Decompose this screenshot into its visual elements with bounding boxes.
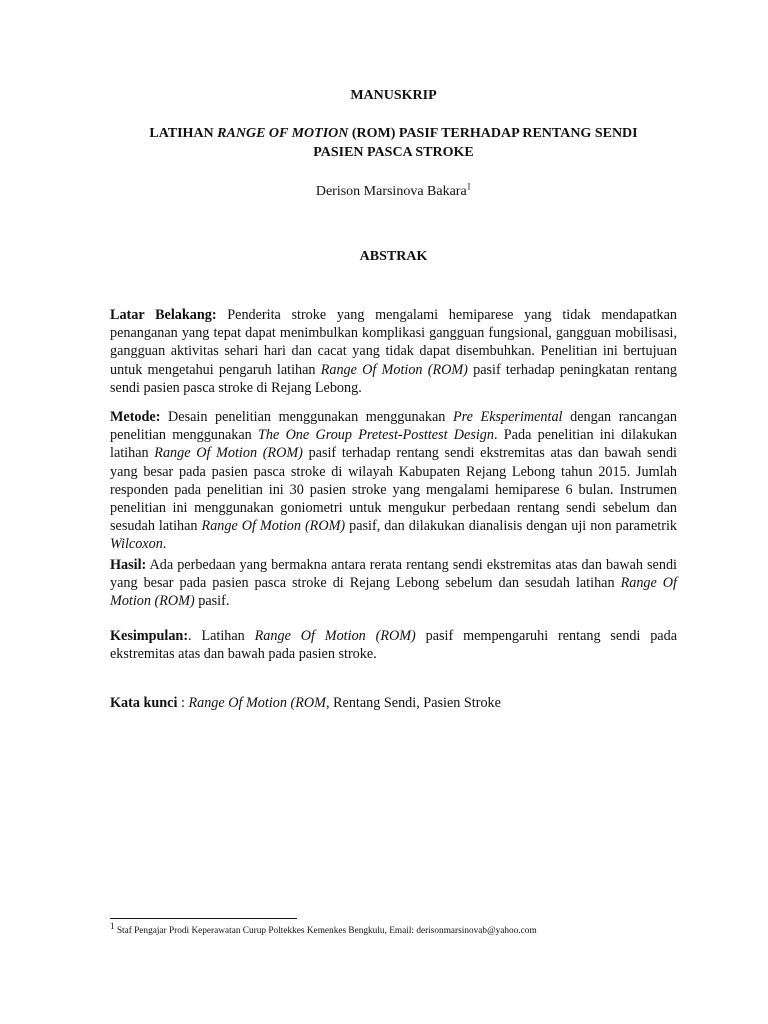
latar-italic-1: Range Of Motion (ROM) — [320, 361, 468, 378]
document-title — [110, 124, 677, 162]
latar-text-1: Penderita stroke yang mengalami hemiparese yang tidak mendapatkan penanganan yang tepat dapat menimbulkan komplikasi gangguan fungsional, gangguan mobilisasi, gangguan aktivitas sehari hari dan cacat yang tidak dapat disembuhkan. Penelitian ini bertujuan untuk mengetahui pengaruh latihan — [110, 307, 677, 378]
metode-italic-3: Range Of Motion (ROM) — [154, 445, 303, 462]
kesimpulan-text-2: pasif mempengaruhi rentang sendi pada ekstremitas atas dan bawah pada pasien stroke. — [110, 628, 677, 663]
footnote-divider — [110, 918, 297, 919]
metode-italic-4: Range Of Motion (ROM) — [201, 518, 346, 535]
hasil-paragraph — [110, 556, 677, 611]
keywords-text: Rentang Sendi, Pasien Stroke — [329, 695, 501, 711]
kesimpulan-label: Kesimpulan: — [110, 628, 189, 644]
title-rest: (ROM) PASIF TERHADAP RENTANG SENDI — [348, 126, 638, 141]
footnote-marker: 1 — [110, 920, 115, 931]
metode-label: Metode: — [110, 409, 161, 425]
metode-text-3: . Pada penelitian ini dilakukan latihan — [110, 427, 677, 462]
kesimpulan-italic-1: Range Of Motion (ROM) — [254, 628, 416, 644]
metode-italic-2: The One Group Pretest-Posttest Design — [258, 427, 494, 444]
latar-belakang-label: Latar Belakang: — [110, 307, 217, 323]
footnote — [110, 920, 710, 937]
metode-text-2: dengan rancangan penelitian menggunakan — [110, 409, 677, 444]
metode-text-5: pasif, dan dilakukan dianalisis dengan uji non parametrik — [345, 518, 677, 535]
hasil-italic-1: Range Of Motion (ROM) — [110, 575, 677, 610]
footnote-text: Staf Pengajar Prodi Keperawatan Curup Poltekkes Kemenkes Bengkulu, Email: derisonmarsinovab@yahoo.com — [114, 926, 537, 936]
kesimpulan-text-1: . Latihan — [188, 628, 255, 644]
title-prefix: LATIHAN — [149, 126, 218, 141]
hasil-text-1: Ada perbedaan yang bermakna antara rerata rentang sendi ekstremitas atas dan bawah sendi yang besar pada pasien pasca stroke di Rejang Lebong sebelum dan sesudah latihan — [110, 557, 677, 592]
metode-text-4: pasif terhadap rentang sendi ekstremitas atas dan bawah sendi yang besar pada pasien pasca stroke di wilayah Kabupaten Rejang Lebong tahun 2015. Jumlah responden pada penelitian ini 30 pasien stroke yang mengalami hemiparese 6 bulan. Instrumen penelitian ini menggunakan goniometri untuk mengukur perbedaan rentang sendi sebelum dan sesudah latihan — [110, 445, 677, 535]
metode-italic-5: Wilcoxon — [110, 536, 163, 553]
document-label: MANUSKRIP — [350, 88, 437, 103]
metode-paragraph — [110, 408, 677, 554]
author-footnote-marker: 1 — [466, 181, 472, 192]
abstract-heading: ABSTRAK — [359, 249, 428, 264]
metode-text-6: . — [162, 536, 167, 553]
keywords-separator: : — [177, 695, 189, 711]
latar-text-2: pasif terhadap peningkatan rentang sendi pasien pasca stroke di Rejang Lebong. — [110, 361, 677, 396]
keywords-italic: Range Of Motion (ROM, — [188, 695, 330, 711]
hasil-text-2: pasif. — [194, 593, 230, 610]
author-line — [110, 181, 677, 200]
author-name: Derison Marsinova Bakara — [315, 184, 467, 199]
title-line2: PASIEN PASCA STROKE — [313, 145, 474, 160]
keywords-line — [110, 694, 677, 712]
hasil-label: Hasil: — [110, 557, 147, 573]
keywords-label: Kata kunci — [110, 695, 178, 711]
metode-italic-1: Pre Eksperimental — [452, 409, 563, 425]
title-italic: RANGE OF MOTION — [217, 126, 349, 141]
kesimpulan-paragraph — [110, 627, 677, 663]
latar-belakang-paragraph — [110, 306, 677, 397]
metode-text-1: Desain penelitian menggunakan menggunakan — [160, 409, 453, 425]
